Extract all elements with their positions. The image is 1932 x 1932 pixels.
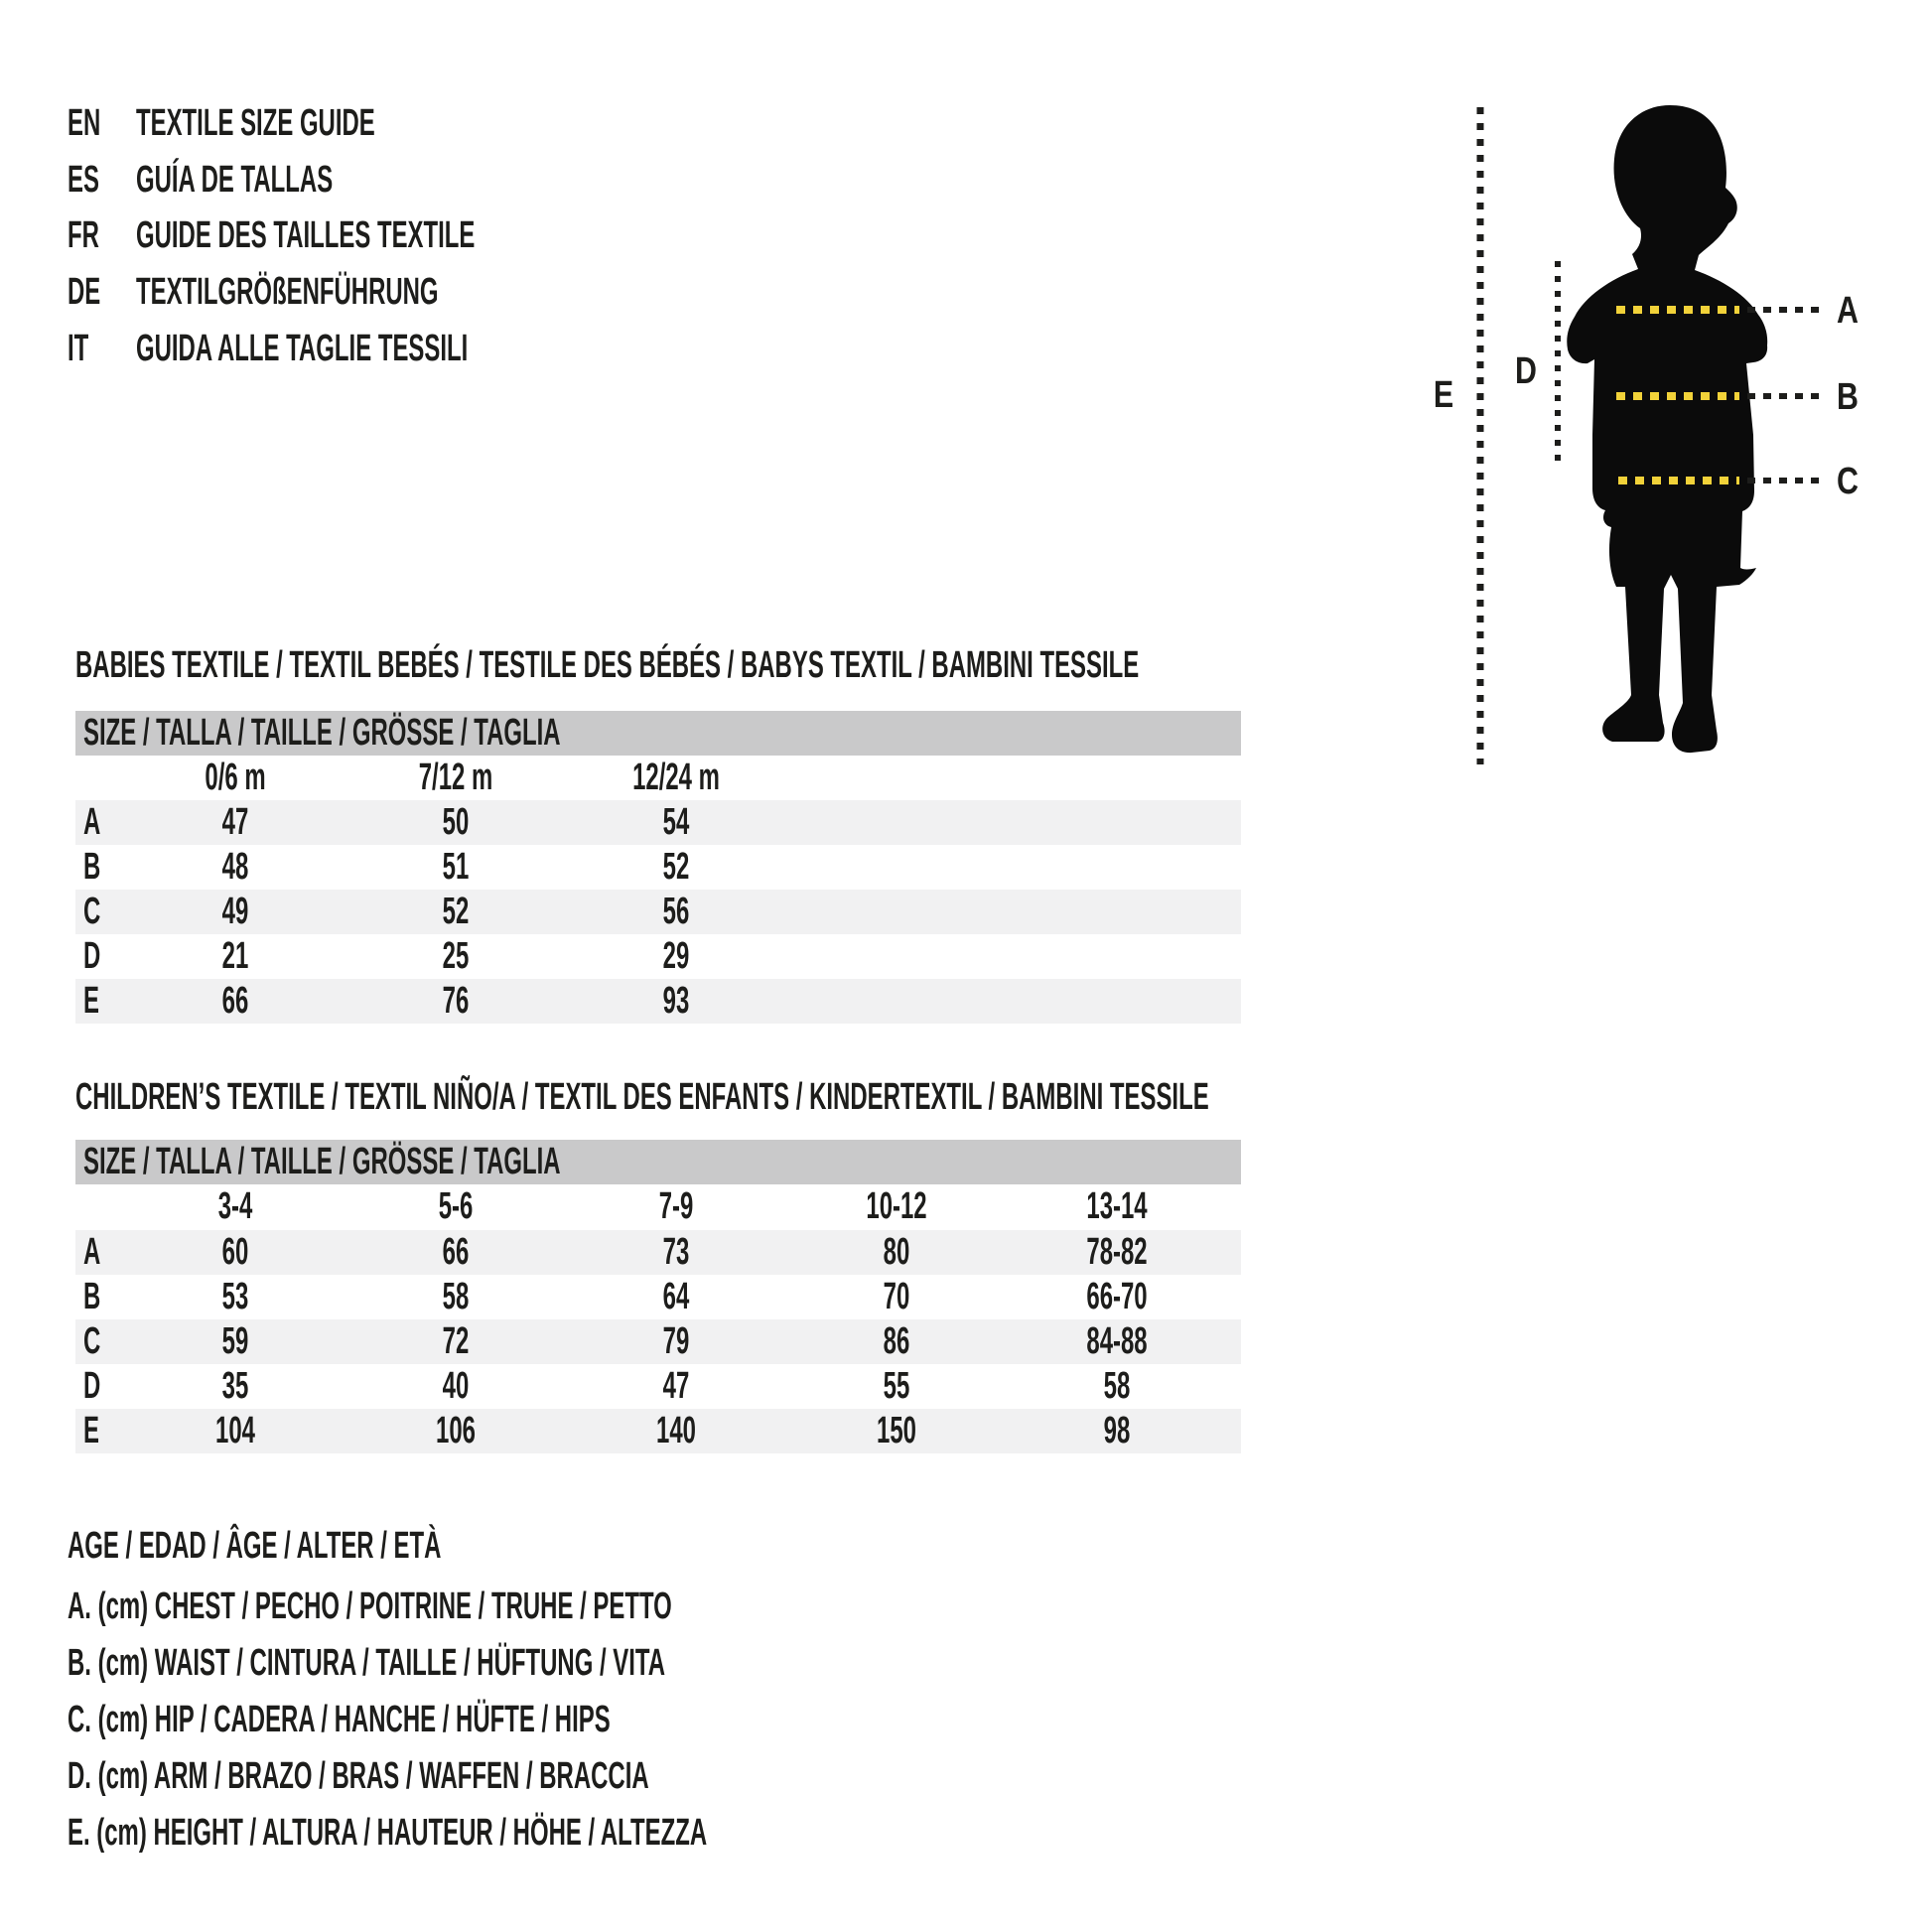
children-size-header-bar <box>75 1140 1241 1184</box>
measurement-figure <box>1390 60 1932 794</box>
children-col-header: 3-4 <box>217 1185 253 1227</box>
cell: 59 <box>221 1320 249 1362</box>
legend-line-arm: D. (cm) ARM / BRAZO / BRAS / WAFFEN / BRACCIA <box>68 1755 649 1797</box>
legend-line-hip: C. (cm) HIP / CADERA / HANCHE / HÜFTE / HIPS <box>68 1699 611 1740</box>
cell: 72 <box>442 1320 470 1362</box>
cell: 49 <box>221 891 249 932</box>
cell: 80 <box>883 1231 910 1273</box>
cell: 66-70 <box>1086 1276 1148 1317</box>
figure-label-a: A <box>1837 289 1859 332</box>
row-label: A <box>83 1231 101 1273</box>
table-row <box>75 800 1241 845</box>
cell: 98 <box>1103 1410 1131 1451</box>
cell: 70 <box>883 1276 910 1317</box>
row-label: E <box>83 980 99 1022</box>
legend-line-waist: B. (cm) WAIST / CINTURA / TAILLE / HÜFTUNG / VITA <box>68 1642 666 1684</box>
cell: 54 <box>662 801 690 843</box>
cell: 53 <box>221 1276 249 1317</box>
cell: 140 <box>656 1410 696 1451</box>
table-row <box>75 890 1241 934</box>
cell: 104 <box>215 1410 255 1451</box>
row-label: B <box>83 1276 101 1317</box>
cell: 64 <box>662 1276 690 1317</box>
figure-label-e: E <box>1433 373 1454 416</box>
children-col-header: 5-6 <box>438 1185 474 1227</box>
cell: 47 <box>221 801 249 843</box>
cell: 56 <box>662 891 690 932</box>
legend-line-height: E. (cm) HEIGHT / ALTURA / HAUTEUR / HÖHE / ALTEZZA <box>68 1812 708 1854</box>
language-title: TEXTILGRÖßENFÜHRUNG <box>136 271 439 313</box>
cell: 35 <box>221 1365 249 1407</box>
cell: 51 <box>442 846 470 888</box>
table-row <box>75 1364 1241 1409</box>
language-code: DE <box>68 271 101 313</box>
language-code: FR <box>68 214 99 256</box>
cell: 21 <box>221 935 249 977</box>
babies-col-header: 7/12 m <box>418 757 493 798</box>
table-row <box>75 1319 1241 1364</box>
babies-size-header-bar <box>75 711 1241 756</box>
cell: 84-88 <box>1086 1320 1148 1362</box>
cell: 47 <box>662 1365 690 1407</box>
figure-label-d: D <box>1515 349 1537 392</box>
row-label: D <box>83 1365 101 1407</box>
cell: 25 <box>442 935 470 977</box>
cell: 93 <box>662 980 690 1022</box>
legend-line-chest: A. (cm) CHEST / PECHO / POITRINE / TRUHE / PETTO <box>68 1586 672 1627</box>
cell: 66 <box>221 980 249 1022</box>
row-label: D <box>83 935 101 977</box>
cell: 52 <box>442 891 470 932</box>
table-row <box>75 979 1241 1024</box>
child-silhouette <box>1567 105 1767 753</box>
language-title: GUÍA DE TALLAS <box>136 159 334 201</box>
row-label: B <box>83 846 101 888</box>
children-heading: CHILDREN’S TEXTILE / TEXTIL NIÑO/A / TEXTIL DES ENFANTS / KINDERTEXTIL / BAMBINI TESSILE <box>75 1076 1209 1118</box>
cell: 106 <box>436 1410 476 1451</box>
cell: 79 <box>662 1320 690 1362</box>
language-title: GUIDA ALLE TAGLIE TESSILI <box>136 328 469 369</box>
table-row <box>75 934 1241 979</box>
cell: 66 <box>442 1231 470 1273</box>
language-code: EN <box>68 102 101 144</box>
language-title: TEXTILE SIZE GUIDE <box>136 102 375 144</box>
cell: 73 <box>662 1231 690 1273</box>
row-label: A <box>83 801 101 843</box>
figure-label-c: C <box>1837 460 1859 502</box>
cell: 78-82 <box>1086 1231 1148 1273</box>
cell: 58 <box>442 1276 470 1317</box>
table-row <box>75 1230 1241 1275</box>
children-size-header: SIZE / TALLA / TAILLE / GRÖSSE / TAGLIA <box>83 1141 561 1182</box>
cell: 52 <box>662 846 690 888</box>
cell: 58 <box>1103 1365 1131 1407</box>
child-silhouette-diagram <box>1390 60 1932 794</box>
cell: 48 <box>221 846 249 888</box>
table-row <box>75 1275 1241 1319</box>
cell: 29 <box>662 935 690 977</box>
table-row <box>75 1409 1241 1453</box>
cell: 60 <box>221 1231 249 1273</box>
table-row <box>75 845 1241 890</box>
cell: 55 <box>883 1365 910 1407</box>
babies-col-header: 0/6 m <box>205 757 266 798</box>
children-col-header: 13-14 <box>1086 1185 1148 1227</box>
row-label: C <box>83 891 101 932</box>
cell: 150 <box>877 1410 916 1451</box>
cell: 76 <box>442 980 470 1022</box>
babies-col-header: 12/24 m <box>632 757 720 798</box>
row-label: E <box>83 1410 99 1451</box>
children-col-header: 10-12 <box>866 1185 927 1227</box>
language-code: ES <box>68 159 99 201</box>
cell: 50 <box>442 801 470 843</box>
figure-label-b: B <box>1837 375 1859 418</box>
cell: 40 <box>442 1365 470 1407</box>
legend-line-age: AGE / EDAD / ÂGE / ALTER / ETÀ <box>68 1525 442 1567</box>
language-title: GUIDE DES TAILLES TEXTILE <box>136 214 476 256</box>
children-col-header: 7-9 <box>658 1185 694 1227</box>
language-code: IT <box>68 328 89 369</box>
row-label: C <box>83 1320 101 1362</box>
cell: 86 <box>883 1320 910 1362</box>
babies-heading: BABIES TEXTILE / TEXTIL BEBÉS / TESTILE DES BÉBÉS / BABYS TEXTIL / BAMBINI TESSILE <box>75 644 1140 686</box>
babies-size-header: SIZE / TALLA / TAILLE / GRÖSSE / TAGLIA <box>83 712 561 754</box>
